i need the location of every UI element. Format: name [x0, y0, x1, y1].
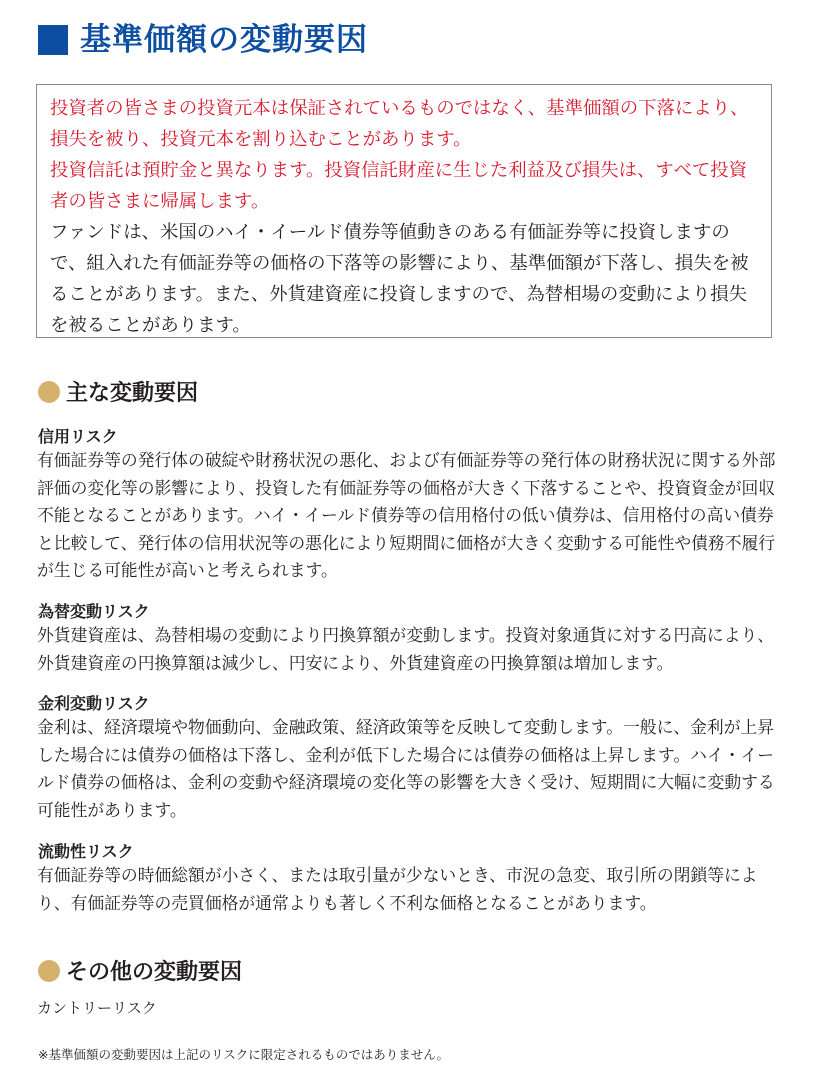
interest-rate-risk-body: 金利は、経済環境や物価動向、金融政策、経済政策等を反映して変動します。一般に、金利が上昇した場合には債券の価格は下落し、金利が低下した場合には債券の価格は上昇します。ハイ・イールド債券の価格は、金利の変動や経済環境の変化等の影響を大きく受け、短期間に大幅に変動する可能性があります。	[37, 717, 775, 820]
title-square-icon	[38, 25, 68, 55]
page-title: 基準価額の変動要因	[80, 22, 368, 58]
interest-rate-risk-title: 金利変動リスク	[38, 694, 150, 713]
main-factors-heading-text: 主な変動要因	[66, 381, 199, 406]
credit-risk-title: 信用リスク	[38, 427, 118, 446]
notice-deposit-warning: 投資信託は預貯金と異なります。投資信託財産に生じた利益及び損失は、すべて投資者の皆さまに帰属します。	[50, 160, 748, 212]
liquidity-risk-title: 流動性リスク	[38, 842, 134, 861]
main-factors-heading	[38, 376, 198, 407]
page-title-block	[38, 16, 368, 64]
risk-notice-box	[36, 84, 772, 338]
fx-risk-body: 外貨建資産は、為替相場の変動により円換算額が変動します。投資対象通貨に対する円高により、外貨建資産の円換算額は減少し、円安により、外貨建資産の円換算額は増加します。	[37, 625, 775, 673]
other-factors-heading	[38, 955, 242, 986]
fx-risk-title: 為替変動リスク	[38, 602, 150, 621]
country-risk-item: カントリーリスク	[37, 999, 157, 1017]
notice-principal-warning: 投資者の皆さまの投資元本は保証されているものではなく、基準価額の下落により、損失を被り、投資元本を割り込むことがあります。	[50, 98, 749, 150]
bullet-dot-icon	[38, 960, 60, 982]
liquidity-risk-body: 有価証券等の時価総額が小さく、または取引量が少ないとき、市況の急変、取引所の閉鎖等により、有価証券等の売買価格が通常よりも著しく不利な価格となることがあります。	[37, 865, 758, 913]
notice-fund-description: ファンドは、米国のハイ・イールド債券等値動きのある有価証券等に投資しますので、組入れた有価証券等の価格の下落等の影響により、基準価額が下落し、損失を被ることがあります。また、外貨建資産に投資しますので、為替相場の変動により損失を被ることがあります。	[50, 222, 749, 336]
credit-risk-body: 有価証券等の発行体の破綻や財務状況の悪化、および有価証券等の発行体の財務状況に関する外部評価の変化等の影響により、投資した有価証券等の価格が大きく下落することや、投資資金が回収不能となることがあります。ハイ・イールド債券等の信用格付の低い債券は、信用格付の高い債券と比較して、発行体の信用状況等の悪化により短期間に価格が大きく変動する可能性や債務不履行が生じる可能性が高いと考えられます。	[37, 450, 776, 580]
bullet-dot-icon	[38, 381, 60, 403]
other-factors-heading-text: その他の変動要因	[66, 960, 243, 985]
footnote: ※基準価額の変動要因は上記のリスクに限定されるものではありません。	[38, 1047, 449, 1062]
